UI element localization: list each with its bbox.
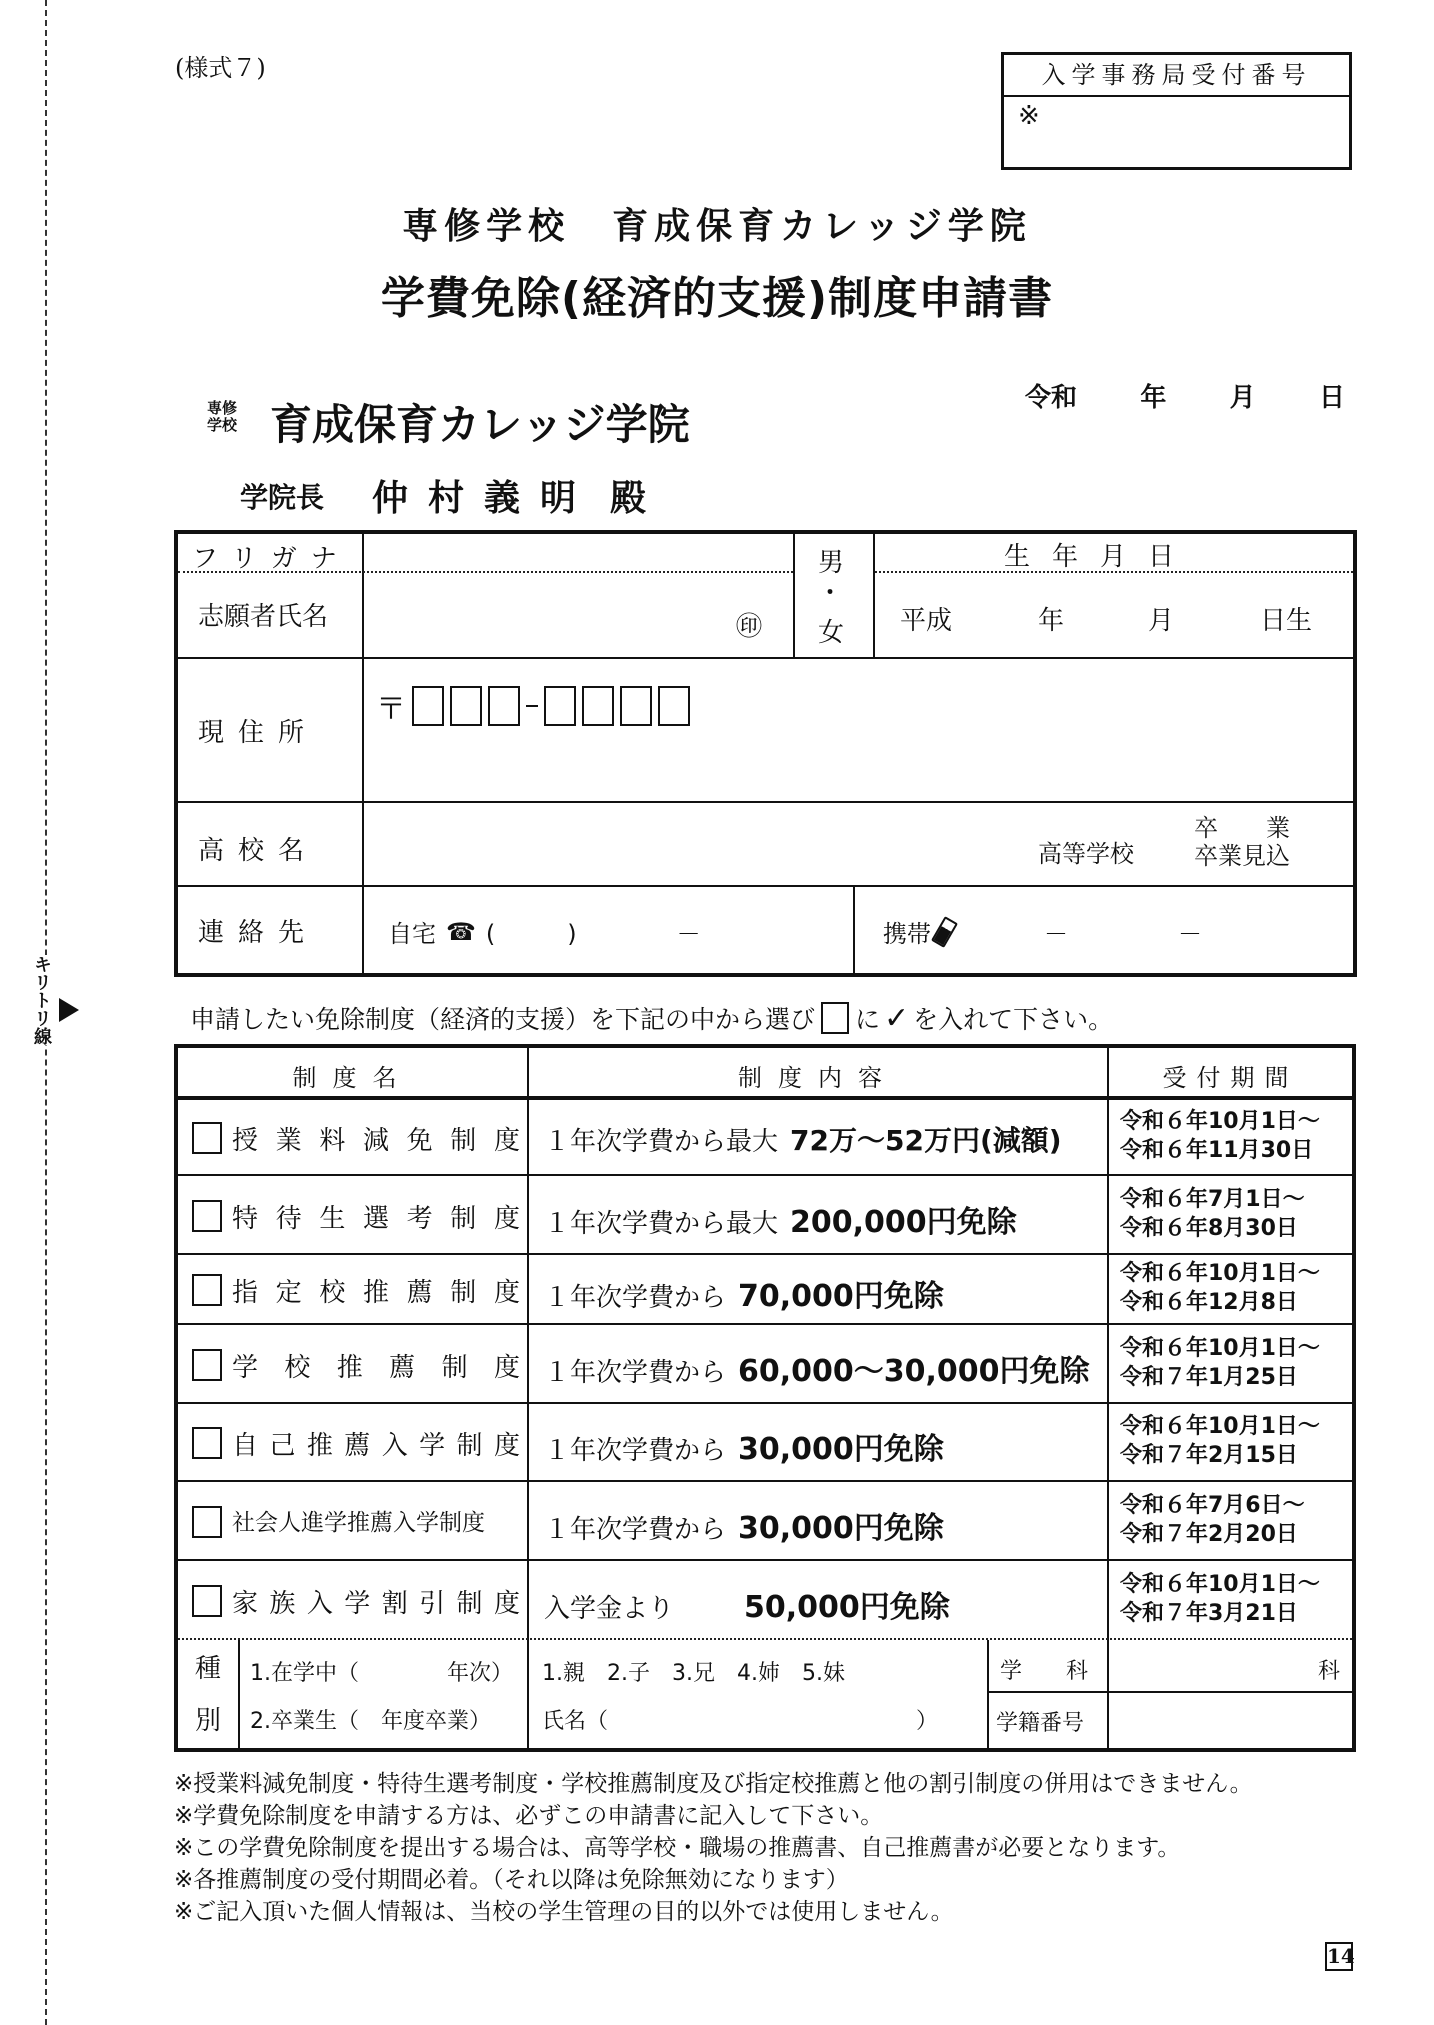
postal-digit-box[interactable] (488, 686, 520, 726)
period-end: 令和７年3月21日 (1120, 1600, 1298, 1626)
triangle-right-icon (59, 998, 79, 1022)
program-checkbox[interactable] (192, 1349, 222, 1381)
program-content (544, 1119, 1062, 1159)
department-label: 学 科 (1000, 1659, 1089, 1684)
period-start: 令和６年10月1日～ (1120, 1414, 1320, 1439)
home-label: 自宅 (388, 920, 436, 948)
period-start: 令和６年7月6日～ (1120, 1492, 1305, 1518)
student-number-label: 学籍番号 (996, 1711, 1085, 1736)
period-end: 令和６年11月30日 (1120, 1138, 1314, 1163)
applicant-name-label: 志願者氏名 (198, 602, 329, 632)
highschool-input[interactable] (366, 804, 986, 884)
principal-name-text: 仲村義明 (372, 478, 597, 519)
program-name: 学 校 推 薦 制 度 (232, 1352, 520, 1383)
note-item: ※この学費免除制度を提出する場合は、高等学校・職場の推薦書、自己推薦書が必要となります。 (174, 1835, 1181, 1861)
period-start: 令和６年7月1日～ (1120, 1186, 1305, 1212)
program-checkbox[interactable] (192, 1122, 222, 1154)
mobile-phone-icon (931, 916, 958, 948)
form-title: 学費免除(経済的支援)制度申請書 (380, 273, 1054, 324)
application-period (1120, 1259, 1320, 1317)
applicant-name-input[interactable] (366, 574, 791, 656)
application-period (1120, 1570, 1320, 1628)
home-phone-input[interactable] (388, 914, 701, 949)
program-description: 入学金より (544, 1593, 675, 1624)
program-content (544, 1582, 950, 1626)
postal-dash (526, 705, 538, 707)
program-checkbox[interactable] (192, 1585, 222, 1617)
exemption-programs-table (174, 1044, 1356, 1752)
instruction-before: 申請したい免除制度（経済的支援）を下記の中から選び (190, 1005, 816, 1034)
applicant-info-table (174, 530, 1357, 977)
student-number-input[interactable] (1109, 1694, 1352, 1746)
period-start: 令和６年10月1日～ (1120, 1261, 1320, 1286)
contact-label: 連絡先 (198, 918, 319, 948)
period-end: 令和７年2月15日 (1120, 1443, 1298, 1468)
postal-digit-box[interactable] (412, 686, 444, 726)
application-period (1120, 1412, 1320, 1470)
department-input[interactable] (1109, 1642, 1309, 1690)
family-relation-options[interactable]: 1.親 2.子 3.兄 4.姉 5.妹 (542, 1661, 845, 1686)
date-field[interactable] (1025, 377, 1345, 414)
period-end: 令和７年2月20日 (1120, 1521, 1298, 1547)
category-label-top: 種 (195, 1654, 222, 1684)
period-start: 令和６年10月1日～ (1120, 1335, 1320, 1361)
program-description: １年次学費から最大 (544, 1127, 779, 1157)
school-type (207, 400, 243, 434)
program-checkbox[interactable] (192, 1506, 222, 1538)
program-description: １年次学費から (544, 1436, 727, 1466)
birth-era: 平成 (900, 606, 953, 636)
receipt-number-header: 入学事務局受付番号 (1004, 55, 1349, 97)
program-checkbox[interactable] (192, 1274, 222, 1306)
program-description: １年次学費から (544, 1357, 727, 1388)
page-number: 14 (1325, 1942, 1353, 1971)
postal-digit-box[interactable] (658, 686, 690, 726)
birthdate-input[interactable] (877, 574, 1351, 656)
period-end: 令和７年1月25日 (1120, 1364, 1298, 1390)
addressee-school-name: 育成保育カレッジ学院 (270, 400, 690, 449)
instruction-middle: に (855, 1005, 881, 1034)
application-period (1120, 1185, 1305, 1243)
program-name: 家 族 入 学 割 引 制 度 (232, 1588, 520, 1619)
highschool-suffix: 高等学校 (1038, 840, 1134, 868)
furigana-input[interactable] (366, 534, 791, 570)
school-type-top: 専修 (207, 399, 238, 417)
date-year: 年 (1140, 383, 1167, 413)
graduation-status[interactable] (1194, 814, 1290, 870)
header-application-period: 受付期間 (1162, 1064, 1299, 1092)
program-amount: 60,000～30,000円免除 (738, 1353, 1090, 1389)
date-era: 令和 (1025, 383, 1078, 413)
phone-dash: － (676, 920, 701, 948)
birthdate-header: 生年月日 (1004, 542, 1197, 572)
principal-title: 学院長 (240, 481, 325, 514)
school-type-bottom: 学校 (207, 416, 238, 434)
telephone-icon: ☎ (446, 917, 476, 946)
highschool-label: 高校名 (198, 836, 319, 866)
program-amount: 200,000円免除 (790, 1204, 1017, 1240)
cut-line-label: キリトリ線 (31, 955, 52, 1045)
program-name: 特 待 生 選 考 制 度 (232, 1203, 520, 1234)
birth-year: 年 (1038, 606, 1065, 636)
expected-graduation-option[interactable]: 卒業見込 (1194, 842, 1290, 870)
application-period (1120, 1491, 1305, 1549)
program-content (544, 1271, 944, 1315)
program-name: 社会人進学推薦入学制度 (232, 1509, 485, 1536)
note-item: ※各推薦制度の受付期間必着。（それ以降は免除無効になります） (174, 1867, 849, 1893)
family-name-input[interactable]: 氏名（ ） (542, 1709, 939, 1734)
header-program-content: 制度内容 (738, 1064, 898, 1092)
graduated-option[interactable]: 卒 業 (1194, 814, 1290, 842)
birth-month: 月 (1148, 606, 1175, 636)
postal-digit-box[interactable] (582, 686, 614, 726)
period-start: 令和６年10月1日～ (1120, 1571, 1320, 1597)
category-graduate-option[interactable]: 2.卒業生（ 年度卒業） (250, 1709, 491, 1734)
note-item: ※ご記入頂いた個人情報は、当校の学生管理の目的以外では使用しません。 (174, 1899, 954, 1925)
program-content (544, 1346, 1090, 1390)
header-program-name: 制度名 (292, 1064, 413, 1092)
application-period (1120, 1107, 1320, 1165)
mobile-label: 携帯 (883, 920, 931, 948)
postal-mark: 〒 (376, 692, 406, 727)
program-amount: 30,000円免除 (738, 1432, 944, 1467)
note-item: ※学費免除制度を申請する方は、必ずこの申請書に記入して下さい。 (174, 1803, 884, 1829)
program-amount: 50,000円免除 (744, 1589, 950, 1625)
note-item: ※授業料減免制度・特待生選考制度・学校推薦制度及び指定校推薦と他の割引制度の併用はできません。 (174, 1771, 1253, 1797)
period-start: 令和６年10月1日～ (1120, 1109, 1320, 1134)
program-content (544, 1503, 944, 1547)
program-description: １年次学費から (544, 1514, 727, 1545)
program-amount: 30,000円免除 (738, 1510, 944, 1546)
seal-mark: ㊞ (736, 612, 763, 642)
program-name: 指 定 校 推 薦 制 度 (232, 1278, 520, 1308)
birth-day: 日生 (1260, 606, 1313, 636)
period-end: 令和６年8月30日 (1120, 1215, 1298, 1241)
postal-digit-box[interactable] (450, 686, 482, 726)
program-name: 自 己 推 薦 入 学 制 度 (232, 1431, 520, 1461)
address-label: 現住所 (198, 718, 319, 748)
application-period (1120, 1334, 1320, 1392)
category-label-bottom: 別 (195, 1706, 222, 1736)
checkbox-sample-icon (821, 1002, 849, 1034)
mobile-dash-1: － (1044, 920, 1068, 948)
program-name: 授 業 料 減 免 制 度 (232, 1126, 520, 1156)
postal-digit-box[interactable] (544, 686, 576, 726)
program-amount: 70,000円免除 (738, 1279, 944, 1314)
program-checkbox[interactable] (192, 1427, 222, 1459)
instruction-after: を入れて下さい。 (913, 1005, 1114, 1034)
period-end: 令和６年12月8日 (1120, 1290, 1298, 1315)
category-enrolled-option[interactable]: 1.在学中（ 年次） (250, 1661, 513, 1686)
form-number: (様式７) (175, 54, 266, 82)
gender-female[interactable]: 女 (818, 618, 845, 648)
department-suffix: 科 (1318, 1659, 1341, 1684)
program-content (544, 1424, 944, 1468)
postal-digit-box[interactable] (620, 686, 652, 726)
principal-name (372, 470, 646, 521)
receipt-number-box (1001, 52, 1352, 170)
receipt-number-field[interactable]: ※ (1018, 101, 1040, 131)
address-input[interactable] (366, 734, 1351, 800)
gender-male[interactable]: 男 (818, 548, 845, 578)
postal-code-input[interactable] (376, 684, 696, 728)
furigana-label: フリガナ (192, 544, 351, 574)
mobile-phone-input[interactable] (883, 914, 1202, 949)
mobile-dash-2: － (1178, 920, 1202, 948)
date-month: 月 (1229, 383, 1256, 413)
gender-separator: ・ (819, 581, 842, 606)
program-description: １年次学費から (544, 1283, 727, 1313)
honorific: 殿 (610, 478, 647, 519)
checkmark-icon: ✓ (884, 1000, 910, 1036)
area-code-paren: ( ) (485, 920, 577, 948)
program-content (544, 1197, 1017, 1241)
program-amount: 72万～52万円(減額) (790, 1124, 1062, 1157)
program-checkbox[interactable] (192, 1200, 222, 1232)
school-title: 専修学校 育成保育カレッジ学院 (402, 206, 1032, 247)
date-day: 日 (1318, 383, 1345, 413)
program-description: １年次学費から最大 (544, 1208, 779, 1239)
instruction-text (190, 1000, 1113, 1036)
notes (174, 1768, 1253, 1928)
